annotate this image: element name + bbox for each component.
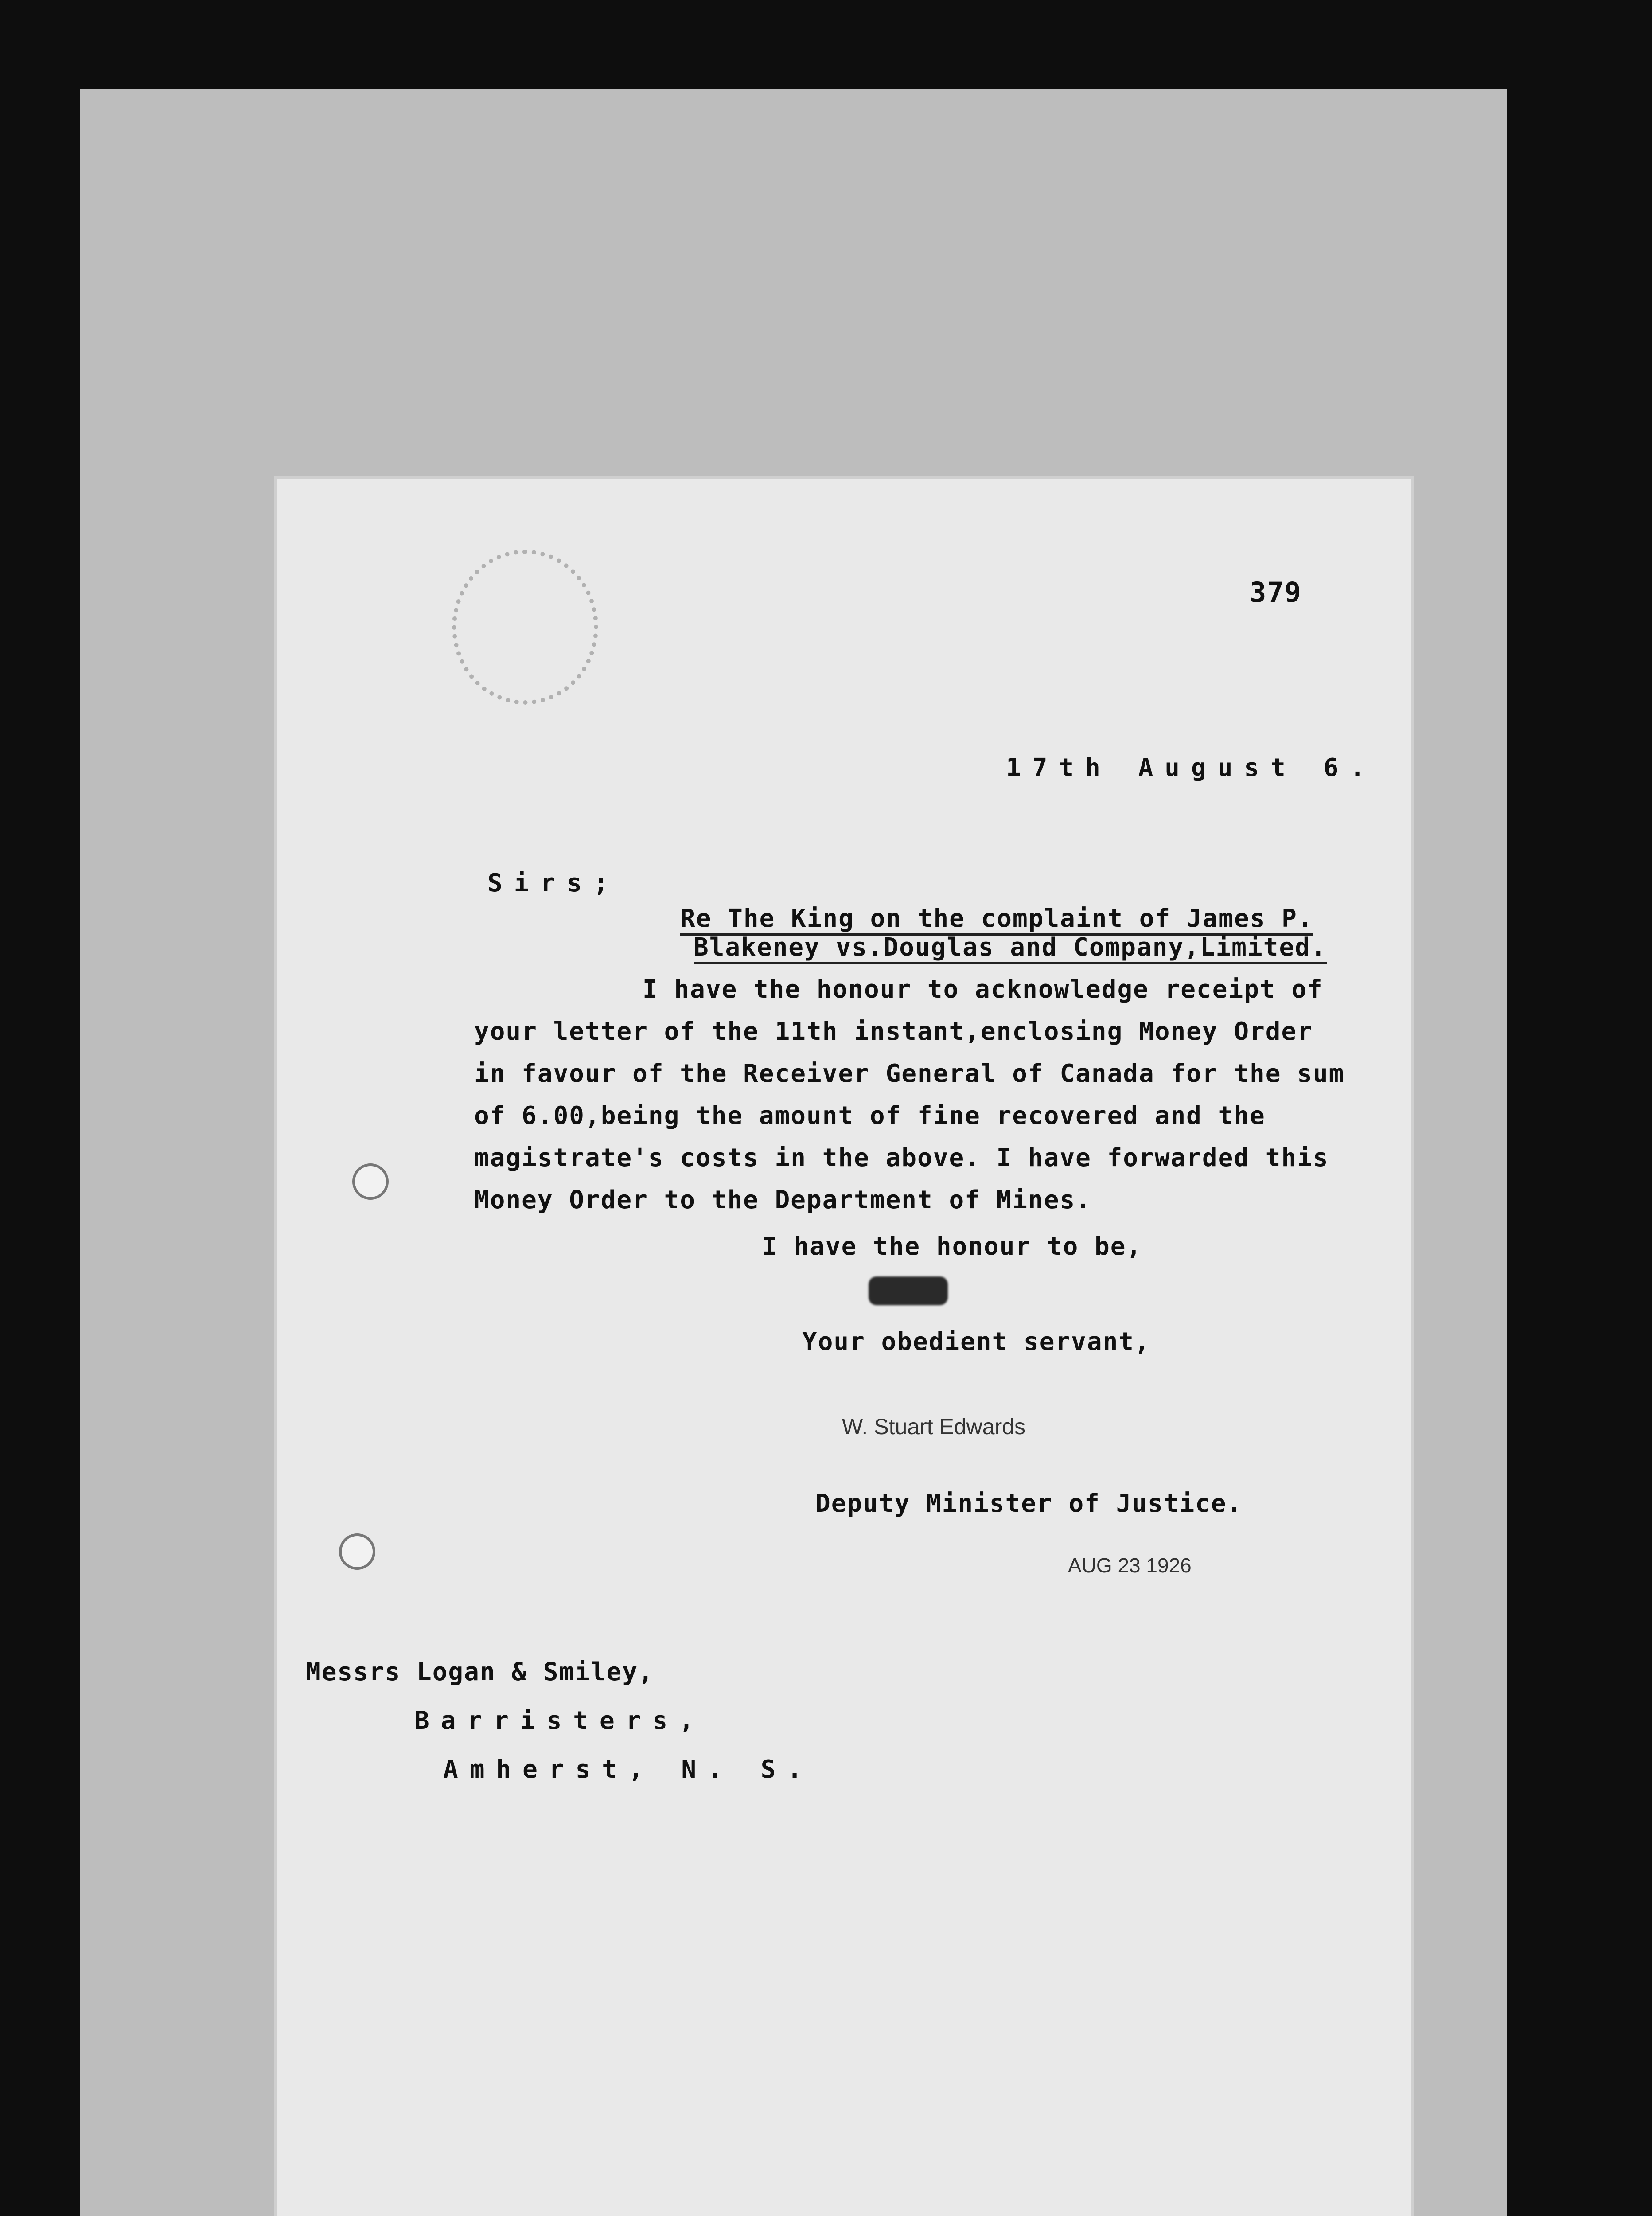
page-number: 379	[1250, 576, 1302, 609]
subject-line: Blakeney vs.Douglas and Company,Limited.	[694, 933, 1327, 964]
body-line: magistrate's costs in the above. I have forwarded this	[474, 1143, 1329, 1172]
body-line: Money Order to the Department of Mines.	[474, 1186, 1091, 1214]
closing-line: Your obedient servant,	[802, 1327, 1150, 1356]
addressee-line: Barristers,	[414, 1706, 705, 1735]
embossed-seal-icon	[452, 550, 598, 705]
subject-line: Re The King on the complaint of James P.	[680, 904, 1313, 936]
body-line: of 6.00,being the amount of fine recovered and the	[474, 1101, 1266, 1130]
body-line: your letter of the 11th instant,enclosing Money Order	[474, 1017, 1313, 1046]
addressee-line: Amherst, N. S.	[443, 1755, 814, 1784]
addressee-line: Messrs Logan & Smiley,	[306, 1658, 654, 1686]
punch-hole-icon	[352, 1163, 389, 1200]
closing-line	[869, 1276, 948, 1305]
letter-date: 17th August 6.	[1006, 753, 1377, 782]
salutation: Sirs;	[487, 869, 620, 897]
punch-hole-icon	[339, 1533, 375, 1570]
closing-line: I have the honour to be,	[762, 1232, 1142, 1261]
body-line: I have the honour to acknowledge receipt of	[643, 975, 1323, 1004]
signer-title: Deputy Minister of Justice.	[815, 1489, 1243, 1518]
body-line: in favour of the Receiver General of Canada for the sum	[474, 1059, 1345, 1088]
received-date-stamp: AUG 23 1926	[1068, 1554, 1192, 1577]
closing-salutation	[869, 1276, 948, 1305]
signature: W. Stuart Edwards	[842, 1414, 1026, 1439]
